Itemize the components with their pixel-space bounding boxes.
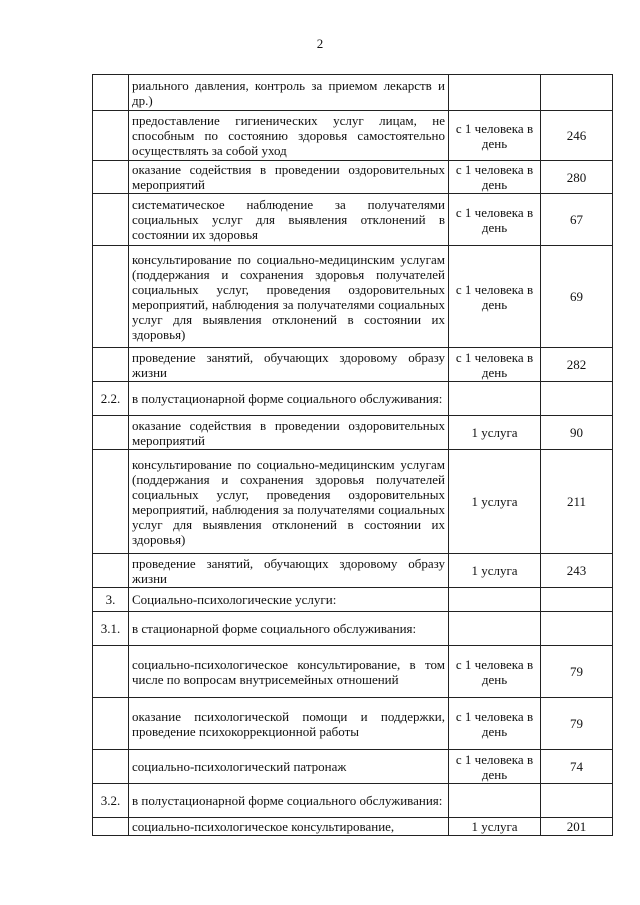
unit-cell: 1 услуга [449, 450, 541, 554]
value-cell: 69 [541, 246, 613, 348]
unit-cell: с 1 человека в день [449, 161, 541, 194]
row-number-cell [93, 111, 129, 161]
service-description-cell: предоставление гигиенических услуг лицам, не способным по состоянию здоровья самостоятельно осуществлять за собой уход [129, 111, 449, 161]
value-cell [541, 75, 613, 111]
row-number-cell [93, 750, 129, 784]
table-row [93, 612, 613, 646]
table-row [93, 348, 613, 382]
value-cell: 211 [541, 450, 613, 554]
table-row [93, 382, 613, 416]
service-description-cell: оказание содействия в проведении оздоровительных мероприятий [129, 161, 449, 194]
value-cell [541, 382, 613, 416]
value-cell: 79 [541, 698, 613, 750]
unit-cell: с 1 человека в день [449, 646, 541, 698]
value-cell: 243 [541, 554, 613, 588]
row-number-cell: 3.2. [93, 784, 129, 818]
row-number-cell: 3. [93, 588, 129, 612]
unit-cell: с 1 человека в день [449, 750, 541, 784]
unit-cell: 1 услуга [449, 416, 541, 450]
value-cell: 74 [541, 750, 613, 784]
value-cell: 246 [541, 111, 613, 161]
service-description-cell: проведение занятий, обучающих здоровому образу жизни [129, 554, 449, 588]
row-number-cell [93, 416, 129, 450]
table-row [93, 246, 613, 348]
unit-cell [449, 784, 541, 818]
value-cell: 280 [541, 161, 613, 194]
unit-cell: с 1 человека в день [449, 348, 541, 382]
row-number-cell [93, 348, 129, 382]
unit-cell: с 1 человека в день [449, 111, 541, 161]
unit-cell: с 1 человека в день [449, 246, 541, 348]
service-description-cell: в стационарной форме социального обслуживания: [129, 612, 449, 646]
service-description-cell: социально-психологический патронаж [129, 750, 449, 784]
row-number-cell: 3.1. [93, 612, 129, 646]
page-number: 2 [316, 36, 324, 51]
unit-cell [449, 588, 541, 612]
service-description-cell: в полустационарной форме социального обслуживания: [129, 382, 449, 416]
service-description-cell: оказание психологической помощи и поддержки, проведение психокоррекционной работы [129, 698, 449, 750]
service-description-cell: в полустационарной форме социального обслуживания: [129, 784, 449, 818]
table-row [93, 588, 613, 612]
value-cell [541, 784, 613, 818]
table-row [93, 784, 613, 818]
table-row [93, 818, 613, 836]
value-cell: 201 [541, 818, 613, 836]
table-row [93, 75, 613, 111]
row-number-cell [93, 75, 129, 111]
value-cell: 90 [541, 416, 613, 450]
row-number-cell [93, 554, 129, 588]
table-row [93, 194, 613, 246]
service-description-cell: риального давления, контроль за приемом лекарств и др.) [129, 75, 449, 111]
service-description-cell: систематическое наблюдение за получателями социальных услуг для выявления отклонений в состоянии их здоровья [129, 194, 449, 246]
row-number-cell [93, 161, 129, 194]
service-description-cell: консультирование по социально-медицинским услугам (поддержания и сохранения здоровья получателей социальных услуг, проведения оздоровительных мероприятий, наблюдения за получателями социальных услуг для выявления отклонений в состоянии их здоровья) [129, 246, 449, 348]
services-table-body [93, 75, 613, 836]
unit-cell [449, 75, 541, 111]
table-row [93, 111, 613, 161]
services-table [92, 74, 613, 836]
service-description-cell: Социально-психологические услуги: [129, 588, 449, 612]
row-number-cell [93, 450, 129, 554]
value-cell: 282 [541, 348, 613, 382]
row-number-cell: 2.2. [93, 382, 129, 416]
unit-cell [449, 612, 541, 646]
table-row [93, 161, 613, 194]
table-row [93, 450, 613, 554]
unit-cell: 1 услуга [449, 818, 541, 836]
unit-cell: с 1 человека в день [449, 194, 541, 246]
service-description-cell: социально-психологическое консультирование, в том числе по вопросам внутрисемейных отношений [129, 646, 449, 698]
table-row [93, 554, 613, 588]
row-number-cell [93, 194, 129, 246]
table-row [93, 646, 613, 698]
unit-cell [449, 382, 541, 416]
row-number-cell [93, 646, 129, 698]
table-row [93, 416, 613, 450]
unit-cell: с 1 человека в день [449, 698, 541, 750]
row-number-cell [93, 818, 129, 836]
value-cell [541, 588, 613, 612]
service-description-cell: проведение занятий, обучающих здоровому образу жизни [129, 348, 449, 382]
value-cell: 79 [541, 646, 613, 698]
row-number-cell [93, 246, 129, 348]
value-cell: 67 [541, 194, 613, 246]
service-description-cell: консультирование по социально-медицинским услугам (поддержания и сохранения здоровья получателей социальных услуг, проведения оздоровительных мероприятий, наблюдения за получателями социальных услуг для выявления отклонений в состоянии их здоровья) [129, 450, 449, 554]
unit-cell: 1 услуга [449, 554, 541, 588]
table-row [93, 750, 613, 784]
service-description-cell: оказание содействия в проведении оздоровительных мероприятий [129, 416, 449, 450]
value-cell [541, 612, 613, 646]
table-row [93, 698, 613, 750]
row-number-cell [93, 698, 129, 750]
service-description-cell: социально-психологическое консультирование, [129, 818, 449, 836]
